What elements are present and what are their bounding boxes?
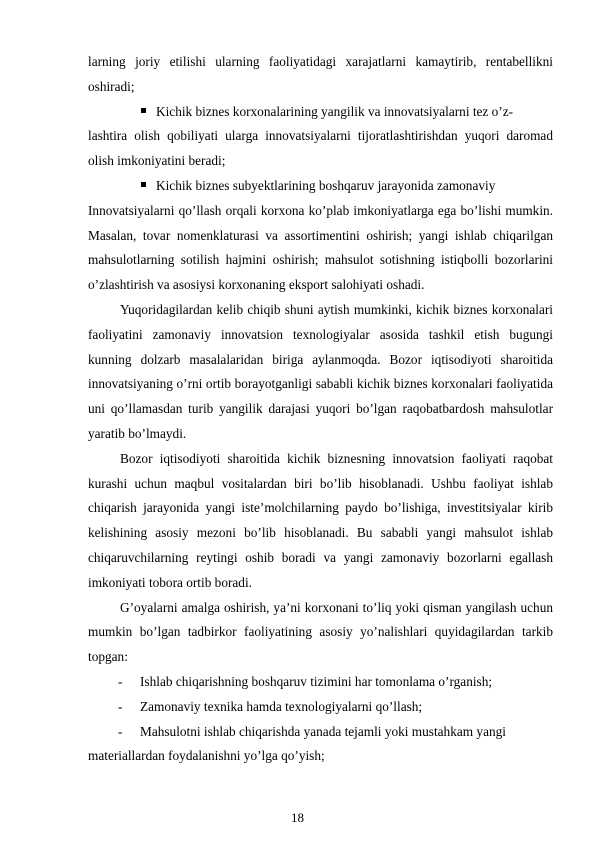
bullet-item [88, 100, 553, 125]
dash-item-text: Ishlab chiqarishning boshqaruv tizimini har tomonlama o’rganish; [140, 673, 493, 689]
bullet-item [88, 174, 553, 199]
paragraph: Innovatsiyalarni qo’llash orqali korxona ko’plab imkoniyatlarga ega bo’lishi mumkin. Masalan, tovar nomenklaturasi va assortimentini oshirish; yangi ishlab chiqarilgan mahsulotlarning sotilish hajmini oshirish; mahsulot sotishning istiqbolli bozorlarini o’zlashtirish va asosiysi korxonaning eksport salohiyati oshadi. [88, 202, 553, 293]
square-bullet-icon [141, 108, 146, 113]
dash-list-item [88, 670, 553, 695]
square-bullet-icon [141, 182, 146, 187]
paragraph: materiallardan foydalanishni yo’lga qo’yish; [88, 748, 325, 764]
paragraph: Bozor iqtisodiyoti sharoitida kichik biznesning innovatsion faoliyati raqobat kurashi uchun maqbul vositalardan biri bo’lib hisoblanadi. Ushbu faoliyat ishlab chiqarish jarayonida yangi iste’molchilarning paydo bo’lishiga, investitsiyalar kirib kelishining asosiy mezoni bo’lib hisoblanadi. Bu sababli yangi mahsulot ishlab chiqaruvchilarning reytingi oshib boradi va yangi zamonaviy bozorlarni egallash imkoniyati tobora ortib boradi. [88, 450, 553, 590]
page-number: 18 [291, 810, 304, 825]
dash-item-text: Mahsulotni ishlab chiqarishda yanada tejamli yoki mustahkam yangi [140, 723, 506, 739]
bullet-text: Kichik biznes subyektlarining boshqaruv jarayonida zamonaviy [156, 177, 496, 193]
dash-marker: - [118, 698, 123, 714]
bullet-text: Kichik biznes korxonalarining yangilik va innovatsiyalarni tez o’z- [156, 103, 514, 119]
paragraph-continuation: larning joriy etilishi ularning faoliyatidagi xarajatlarni kamaytirib, rentabellikni oshiradi; [88, 54, 553, 94]
dash-list-item [88, 695, 553, 720]
paragraph: G’oyalarni amalga oshirish, ya’ni korxonani to’liq yoki qisman yangilash uchun mumkin bo’lgan tadbirkor faoliyatining asosiy yo’nalishlari quyidagilardan tarkib topgan: [88, 599, 553, 665]
paragraph: lashtira olish qobiliyati ularga innovatsiyalarni tijoratlashtirishdan yuqori daromad olish imkoniyatini beradi; [88, 128, 553, 169]
dash-item-text: Zamonaviy texnika hamda texnologiyalarni qo’llash; [140, 698, 423, 714]
paragraph: Yuqoridagilardan kelib chiqib shuni aytish mumkinki, kichik biznes korxonalari faoliyatini zamonaviy innovatsion texnologiyalar asosida tashkil etish bugungi kunning dolzarb masalalaridan biriga aylanmoqda. Bozor iqtisodiyoti sharoitida innovatsiyaning o’rni ortib borayotganligi sababli kichik biznes korxonalari faoliyatida uni qo’llamasdan turib yangilik darajasi yuqori bo’lgan raqobatbardosh mahsulotlar yaratib bo’lmaydi. [88, 301, 553, 441]
dash-marker: - [118, 673, 123, 689]
page-body [88, 50, 553, 769]
dash-marker: - [118, 723, 123, 739]
dash-list-item [88, 720, 553, 745]
